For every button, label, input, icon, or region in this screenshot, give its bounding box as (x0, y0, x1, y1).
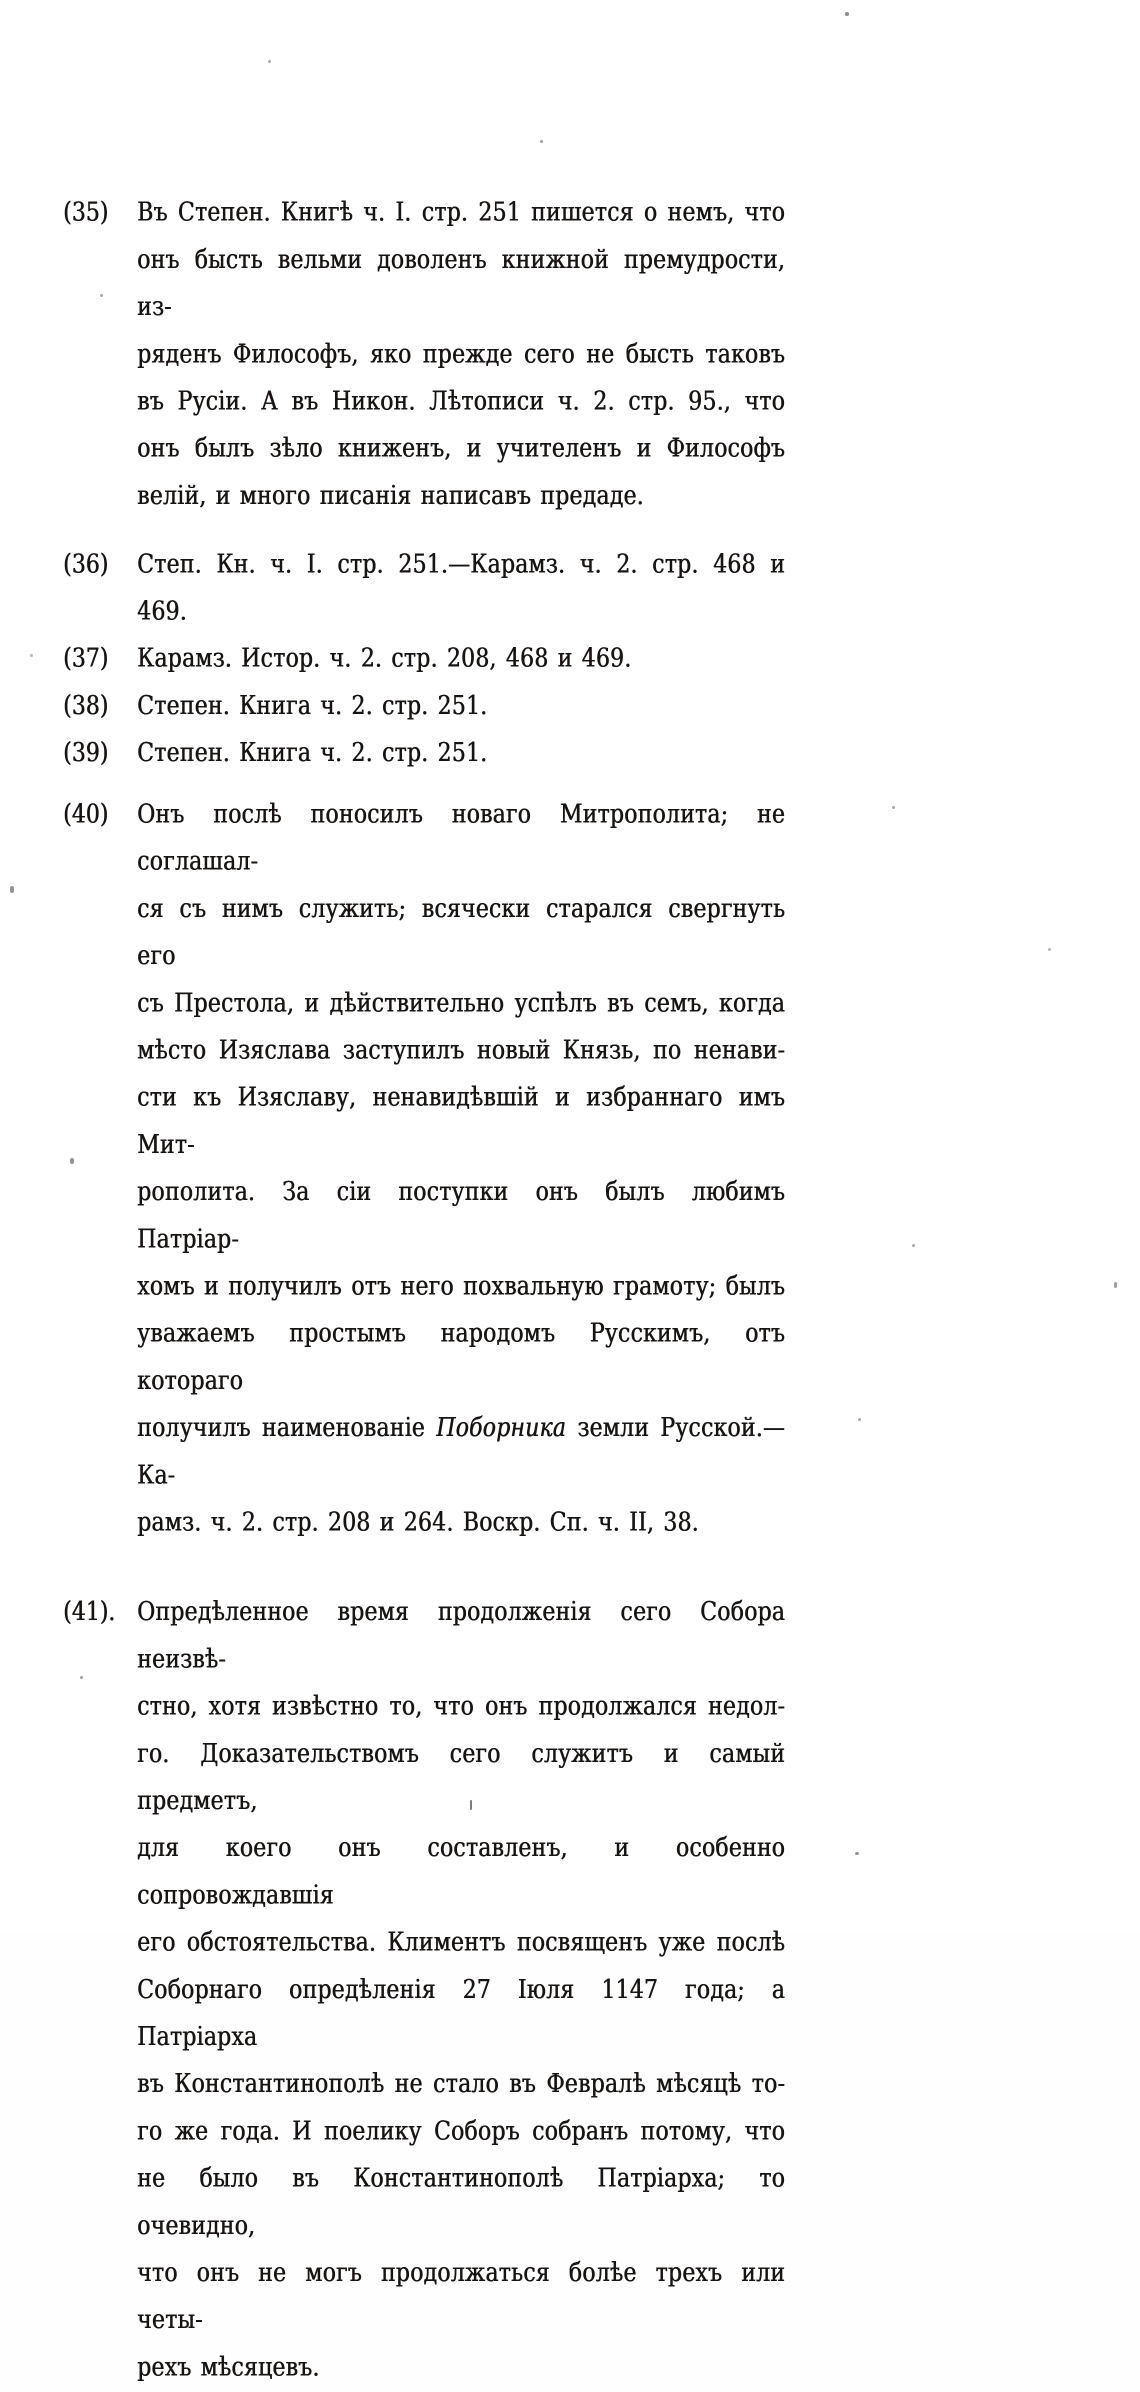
footnote-number: (35) (63, 198, 109, 228)
text-line: стно, хотя извѣстно то, что онъ продолжался недол- (137, 1692, 785, 1722)
footnote-number: (37) (63, 644, 109, 674)
text-line: въ Русіи. А въ Никон. Лѣтописи ч. 2. стр. 95., что (137, 387, 785, 417)
scan-speck (100, 294, 103, 297)
footnote-number: (36) (63, 549, 109, 580)
text-line: рехъ мѣсяцевъ. (137, 2352, 320, 2383)
footnote (63, 1589, 785, 2391)
text-line: го же года. И поелику Соборъ собранъ потому, что (137, 2116, 785, 2147)
text-line (137, 1405, 785, 1499)
scan-speck (30, 654, 33, 657)
footnote-number: (41). (63, 1597, 116, 1628)
footnote-number: (39) (63, 738, 109, 769)
scan-speck (912, 1244, 915, 1247)
text-line: онъ былъ зѣло книженъ, и учителенъ и Философъ (137, 434, 785, 464)
text-line: мѣсто Изяслава заступилъ новый Князь, по ненави- (137, 1036, 785, 1066)
text-line: что онъ не могъ продолжаться болѣе трехъ или четы- (137, 2258, 785, 2336)
text-line: не было въ Константинополѣ Патріарха; то очевидно, (137, 2164, 785, 2241)
text-line: рамз. ч. 2. стр. 208 и 264. Воскр. Сп. ч. II, 38. (137, 1508, 699, 1538)
footnote-body (137, 792, 785, 1547)
text-line: рополита. За сіи поступки онъ былъ любимъ Патріар- (137, 1177, 785, 1255)
scan-speck (10, 886, 14, 893)
text-line: съ Престола, и дѣйствительно успѣлъ въ семъ, когда (137, 988, 785, 1019)
text-line: въ Константинополѣ не стало въ Февралѣ мѣсяцѣ то- (137, 2069, 785, 2100)
scan-speck (80, 1676, 83, 1679)
footnote (63, 542, 785, 636)
text-line: велій, и много писанія написавъ предаде. (137, 481, 644, 511)
footnote (63, 683, 785, 730)
text-line: Карамз. Истор. ч. 2. стр. 208, 468 и 469. (137, 644, 632, 674)
scan-speck (845, 12, 849, 16)
text-line: Степен. Книга ч. 2. стр. 251. (137, 691, 488, 721)
footnote (63, 730, 785, 777)
text-segment: получилъ наименованіе (137, 1413, 437, 1444)
text-segment: земли Русской.—Ка- (137, 1413, 785, 1491)
text-line: Опредѣленное время продолженія сего Собора неизвѣ- (137, 1597, 785, 1675)
text-line: Онъ послѣ поносилъ новаго Митрополита; не соглашал- (137, 800, 785, 877)
text-line: Въ Степен. Книгѣ ч. I. стр. 251 пишется о немъ, что (137, 198, 785, 228)
footnotes-block (63, 190, 785, 2392)
text-line: сти къ Изяславу, ненавидѣвшій и избраннаго имъ Мит- (137, 1083, 785, 1160)
scan-speck (858, 1418, 861, 1421)
scan-speck (470, 1800, 472, 1810)
scan-speck (1114, 1282, 1117, 1288)
text-line: онъ бысть вельми доволенъ книжной премудрости, из- (137, 245, 785, 323)
text-line: Степ. Кн. ч. I. стр. 251.—Карамз. ч. 2. стр. 468 и 469. (137, 549, 785, 627)
scan-speck (268, 60, 271, 63)
text-line: ся съ нимъ служить; всячески старался свергнуть его (137, 894, 785, 972)
footnote (63, 190, 785, 520)
italic-phrase: Поборника (436, 1413, 566, 1444)
text-line: его обстоятельства. Климентъ посвященъ уже послѣ (137, 1928, 785, 1958)
footnote-body (137, 190, 785, 520)
footnote-number: (38) (63, 691, 109, 721)
scan-speck (1048, 948, 1051, 951)
text-line: хомъ и получилъ отъ него похвальную грамоту; былъ (137, 1272, 785, 1302)
footnote-body (137, 636, 785, 683)
text-line: Соборнаго опредѣленія 27 Іюля 1147 года; а Патріарха (137, 1975, 785, 2053)
scan-speck (70, 1158, 74, 1164)
footnote-body (137, 683, 785, 730)
text-line: Степен. Книга ч. 2. стр. 251. (137, 738, 488, 769)
scan-speck (540, 140, 543, 143)
footnote-number: (40) (63, 800, 109, 830)
footnote (63, 792, 785, 1547)
scan-speck (855, 1852, 859, 1855)
text-line: ряденъ Философъ, яко прежде сего не бысть таковъ (137, 339, 785, 370)
text-line: уважаемъ простымъ народомъ Русскимъ, отъ котораго (137, 1319, 785, 1396)
footnote (63, 636, 785, 683)
scan-speck (892, 806, 895, 809)
text-line: для коего онъ составленъ, и особенно сопровождавшія (137, 1833, 785, 1911)
footnote-body (137, 542, 785, 636)
text-line: го. Доказательствомъ сего служитъ и самый предметъ, (137, 1739, 785, 1817)
footnote-body (137, 1589, 785, 2391)
footnote-body (137, 730, 785, 777)
